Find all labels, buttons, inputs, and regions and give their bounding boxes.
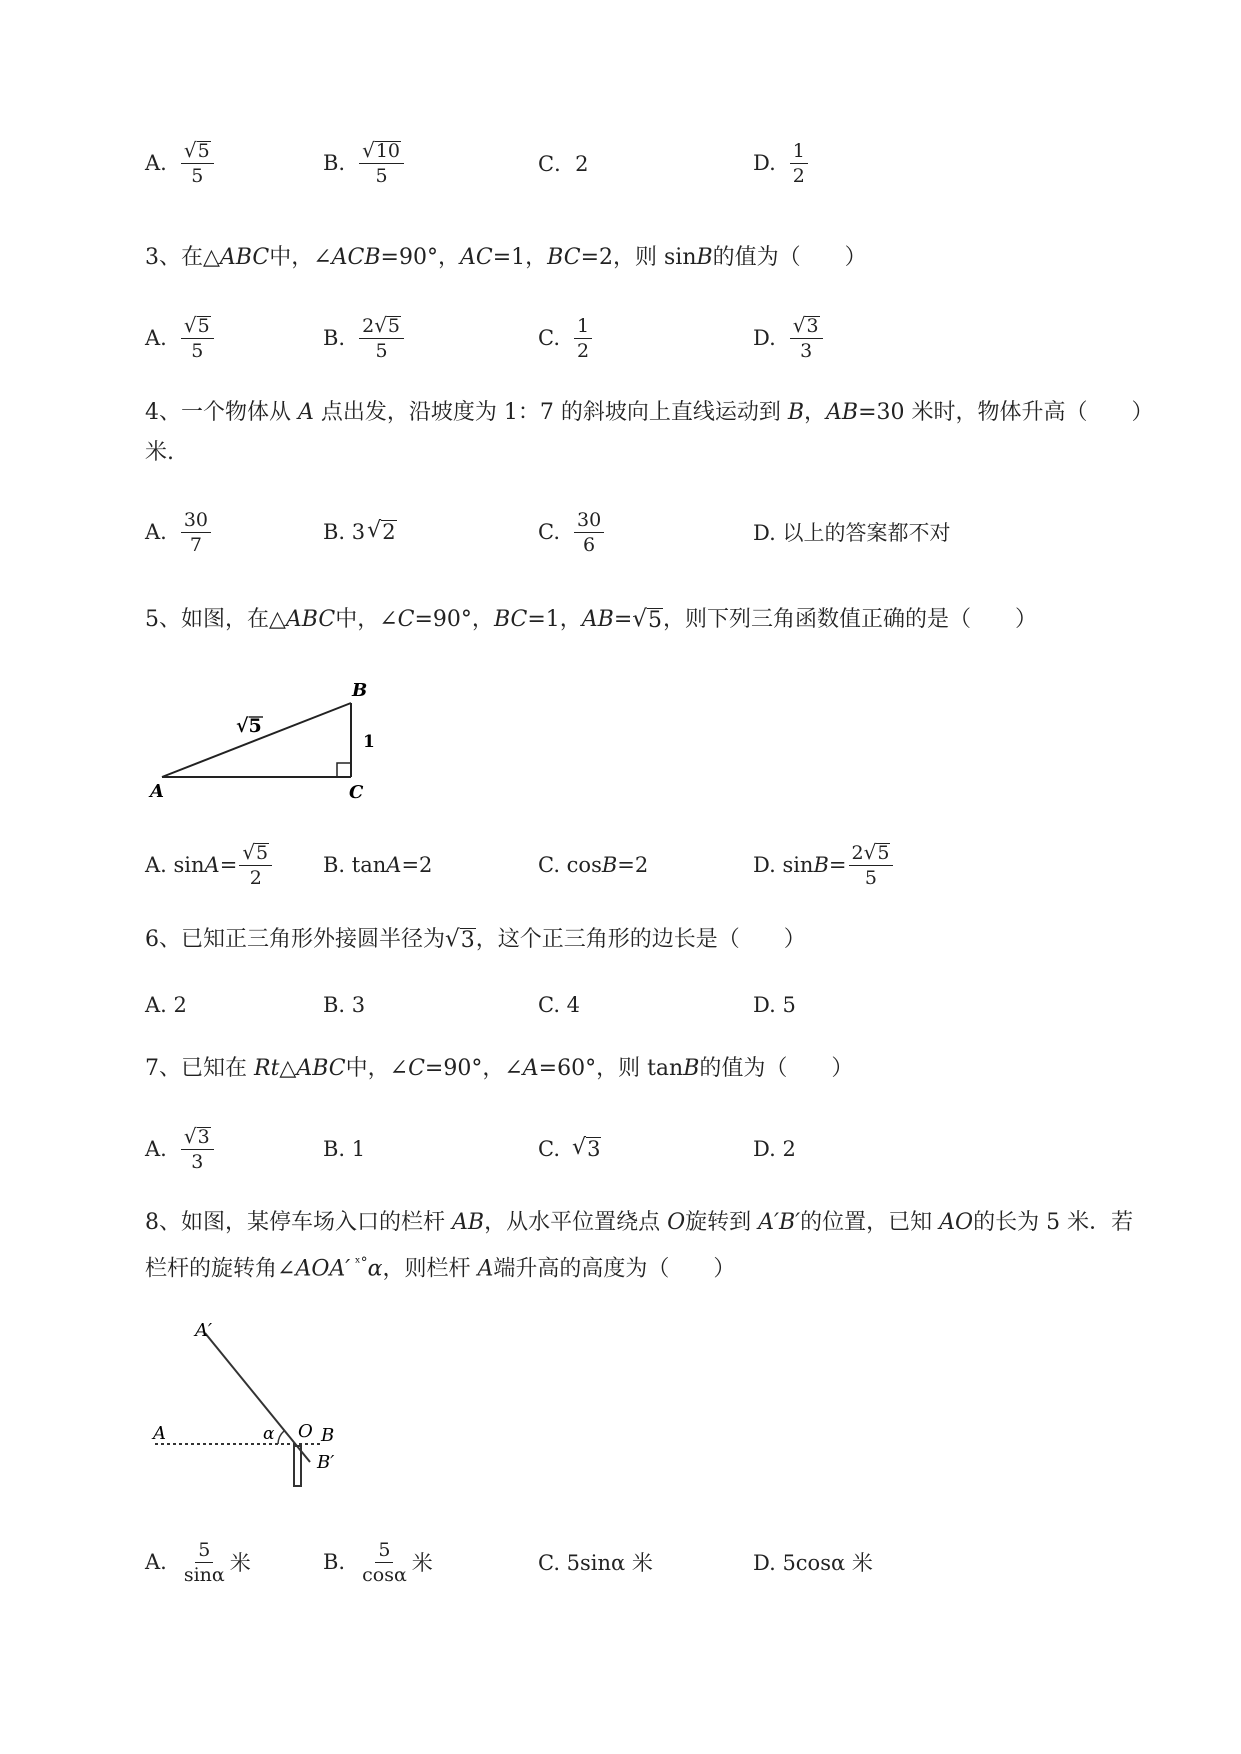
vertex-a-label: A xyxy=(150,781,164,802)
q4-options xyxy=(145,497,1045,567)
fraction: √ 5 5 xyxy=(181,139,214,188)
fraction: √ 10 5 xyxy=(359,139,404,188)
option-b: B. 3 xyxy=(323,993,366,1017)
triangle-figure xyxy=(145,670,385,805)
q5-options xyxy=(145,830,1045,900)
option-d: D. 以上的答案都不对 xyxy=(753,521,951,545)
option-d: D. 5 xyxy=(753,993,796,1017)
option-b: B. 3 √ 2 xyxy=(323,518,396,545)
q8-options xyxy=(145,1527,1045,1597)
question-3: 3、在△ABC中，∠ACB=90°，AC=1，BC=2，则 sinB的值为（ ） xyxy=(145,245,867,270)
option-b: B. 2 √ 5 5 xyxy=(323,303,406,373)
label-o: O xyxy=(298,1421,313,1442)
option-c: C. 5sinα 米 xyxy=(538,1551,653,1575)
option-d: D. sin B = 2 √ 5 5 xyxy=(753,830,895,900)
question-5: 5、如图，在△ABC中，∠C=90°，BC=1，AB= √ 5 ，则下列三角函数值正确的是（ ） xyxy=(145,606,1038,633)
option-b: B. $\frac{5}{\cos\alpha}$ 米 xyxy=(323,1538,433,1586)
option-a: A. 2 xyxy=(145,993,187,1017)
option-d: D. √ 3 3 xyxy=(753,303,825,373)
option-c: C. $\frac{30}{6}$ xyxy=(538,497,606,567)
option-c: C．2 xyxy=(538,152,589,176)
q6-options xyxy=(145,970,1045,1040)
option-d: D. $\frac{1}{2}$ xyxy=(753,128,810,198)
label-a-prime: A′ xyxy=(195,1320,213,1341)
question-6: 6、已知正三角形外接圆半径为 √ 3 ，这个正三角形的边长是（ ） xyxy=(145,926,806,953)
label-b-prime: B′ xyxy=(317,1452,335,1473)
question-8: 8、如图，某停车场入口的栏杆 AB，从水平位置绕点 O旋转到 A′B′的位置，已知 AO的长为 5 米．若 xyxy=(145,1210,1134,1235)
fraction: $\frac{1}{2}$ xyxy=(790,139,808,188)
option-a: A. √ 3 3 xyxy=(145,1114,216,1184)
option-a: A. $\frac{30}{7}$ xyxy=(145,497,213,567)
option-c: C. $\frac{1}{2}$ xyxy=(538,303,594,373)
barrier-figure xyxy=(145,1315,385,1505)
option-a: A. sin A = √ 5 2 xyxy=(145,830,274,900)
option-a: A. √ 5 5 xyxy=(145,128,216,198)
option-b: B. √ 10 5 xyxy=(323,128,406,198)
hypotenuse-label: √5 xyxy=(236,715,262,737)
option-a: A. √ 5 5 xyxy=(145,303,216,373)
option-a: A. $\frac{5}{\sin\alpha}$ 米 xyxy=(145,1538,251,1586)
question-4: 4、一个物体从 A 点出发，沿坡度为 1：7 的斜坡向上直线运动到 B，AB=30 米时，物体升高（ ） xyxy=(145,400,1154,425)
label-b: B xyxy=(321,1425,335,1446)
q3-options xyxy=(145,303,1045,373)
option-c: C. 4 xyxy=(538,993,581,1017)
question-4-line-2: 米. xyxy=(145,440,174,465)
side-bc-label: 1 xyxy=(363,732,375,752)
label-a: A xyxy=(153,1423,166,1444)
option-d: D. 2 xyxy=(753,1137,796,1161)
question-7: 7、已知在 Rt△ABC中，∠C=90°，∠A=60°，则 tanB的值为（ ） xyxy=(145,1056,854,1081)
vertex-b-label: B xyxy=(352,680,368,701)
q2-options xyxy=(145,128,1045,198)
question-8-line-2: 栏杆的旋转角∠AOA′ $^{ˣ^\circ}$α，则栏杆 A端升高的高度为（ ） xyxy=(145,1255,736,1282)
q7-options xyxy=(145,1114,1045,1184)
option-b: B. tan A =2 xyxy=(323,853,433,877)
option-d: D. 5cosα 米 xyxy=(753,1551,873,1575)
label-alpha: α xyxy=(263,1424,275,1444)
option-b: B. 1 xyxy=(323,1137,366,1161)
option-c: C. √ 3 xyxy=(538,1135,601,1162)
vertex-c-label: C xyxy=(349,782,364,803)
option-c: C. cos B =2 xyxy=(538,853,649,877)
